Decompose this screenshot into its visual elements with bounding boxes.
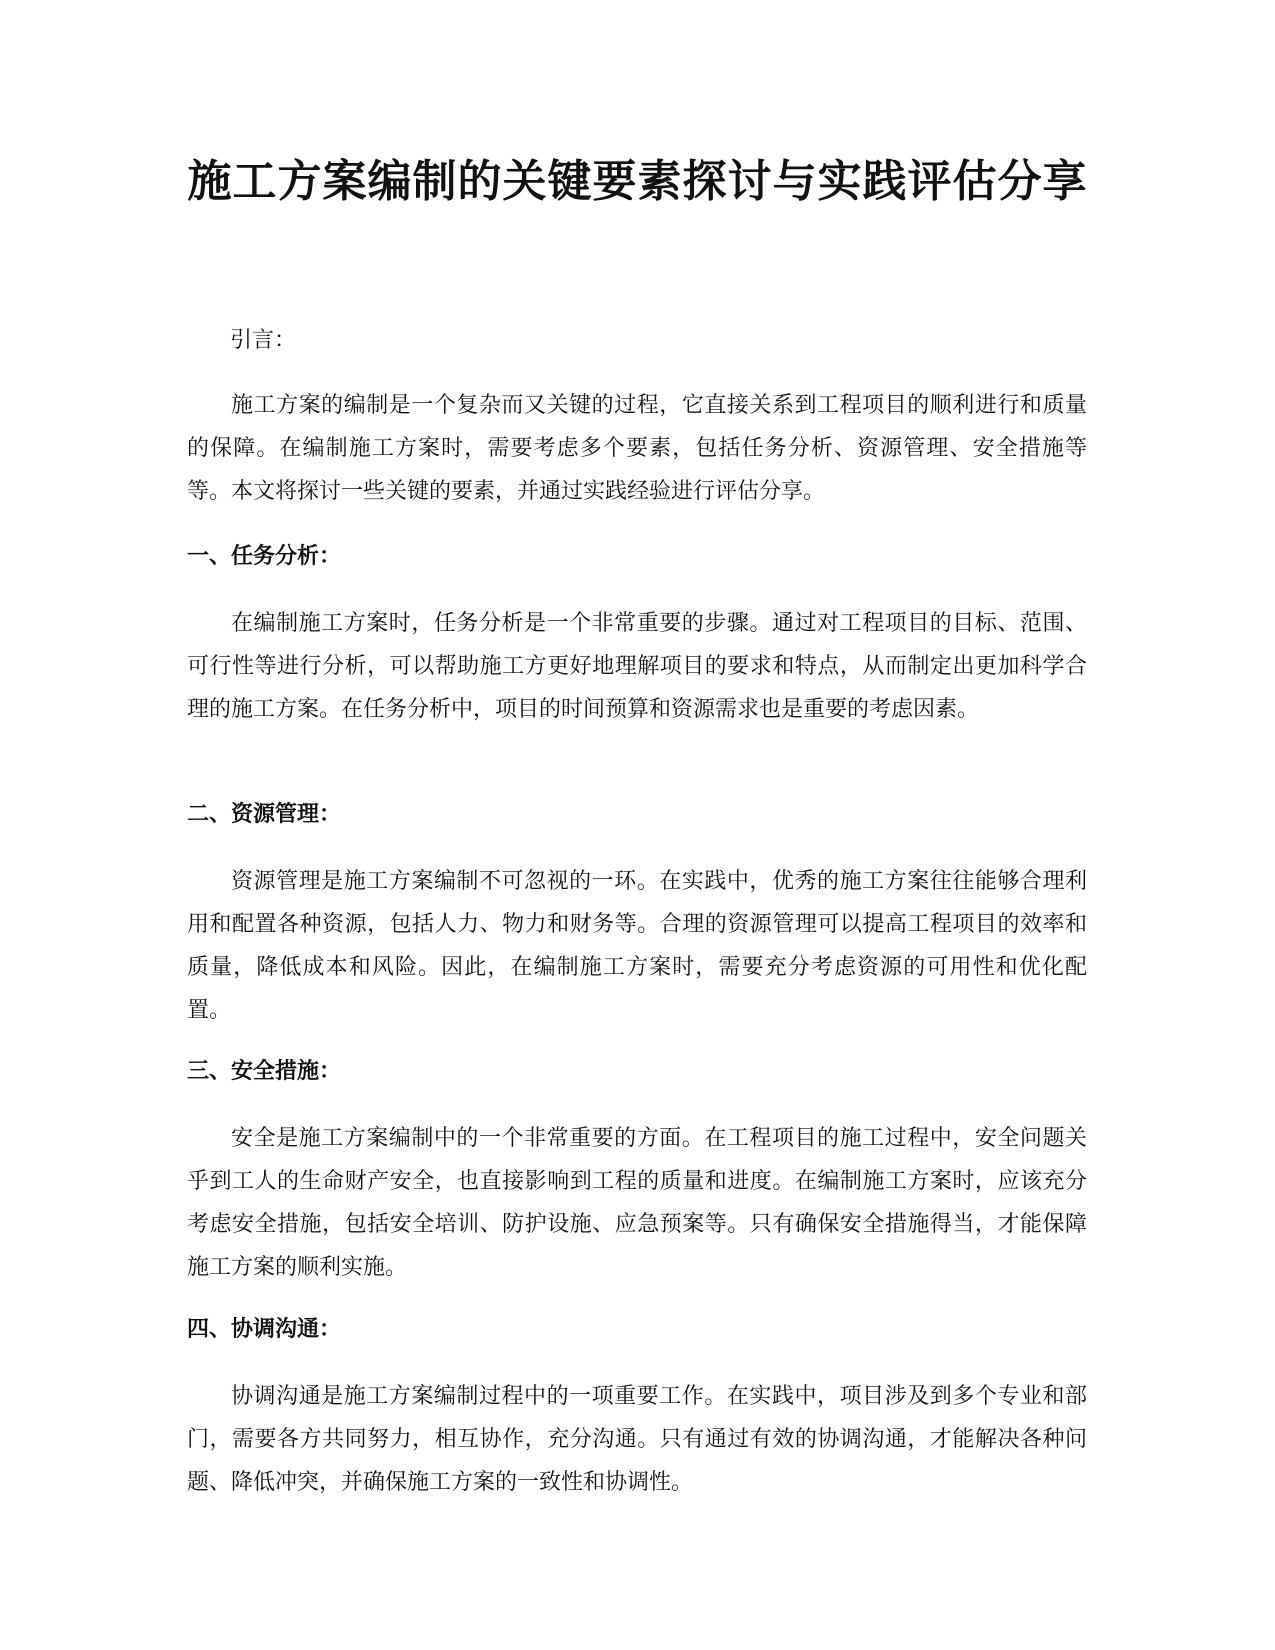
intro-label: 引言：: [230, 328, 297, 353]
section-paragraph-safety-measures: 安全是施工方案编制中的一个非常重要的方面。在工程项目的施工过程中，安全问题关乎到工人的生命财产安全，也直接影响到工程的质量和进度。在编制施工方案时，应该充分考虑安全措施，包括安全培训、防护设施、应急预案等。只有确保安全措施得当，才能保障施工方案的顺利实施。: [187, 1126, 1087, 1280]
section-paragraph-coordination: 协调沟通是施工方案编制过程中的一项重要工作。在实践中，项目涉及到多个专业和部门，需要各方共同努力，相互协作，充分沟通。只有通过有效的协调沟通，才能解决各种问题、降低冲突，并确保施工方案的一致性和协调性。: [187, 1384, 1087, 1495]
section-paragraph-resource-management: 资源管理是施工方案编制不可忽视的一环。在实践中，优秀的施工方案往往能够合理利用和配置各种资源，包括人力、物力和财务等。合理的资源管理可以提高工程项目的效率和质量，降低成本和风险。因此，在编制施工方案时，需要充分考虑资源的可用性和优化配置。: [187, 869, 1087, 1023]
section-heading-coordination: 四、协调沟通：: [187, 1317, 342, 1342]
section-paragraph-task-analysis: 在编制施工方案时，任务分析是一个非常重要的步骤。通过对工程项目的目标、范围、可行性等进行分析，可以帮助施工方更好地理解项目的要求和特点，从而制定出更加科学合理的施工方案。在任务分析中，项目的时间预算和资源需求也是重要的考虑因素。: [187, 611, 1087, 722]
section-heading-resource-management: 二、资源管理：: [187, 802, 342, 827]
intro-paragraph: 施工方案的编制是一个复杂而又关键的过程，它直接关系到工程项目的顺利进行和质量的保障。在编制施工方案时，需要考虑多个要素，包括任务分析、资源管理、安全措施等等。本文将探讨一些关键的要素，并通过实践经验进行评估分享。: [187, 393, 1087, 504]
document-title: 施工方案编制的关键要素探讨与实践评估分享: [187, 156, 1088, 207]
section-heading-safety-measures: 三、安全措施：: [187, 1059, 342, 1084]
section-heading-task-analysis: 一、任务分析：: [187, 544, 342, 569]
